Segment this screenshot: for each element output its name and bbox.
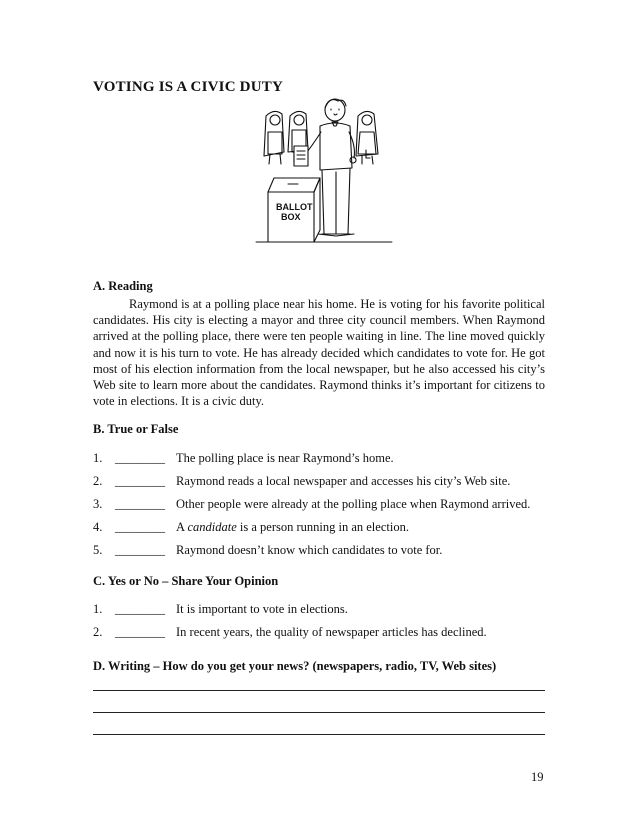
true-false-item	[93, 470, 553, 493]
true-false-list	[93, 447, 553, 562]
writing-line[interactable]	[93, 712, 545, 713]
item-number: 2.	[93, 625, 103, 639]
section-d-heading: D. Writing – How do you get your news? (newspapers, radio, TV, Web sites)	[93, 659, 497, 673]
page-number: 19	[531, 770, 544, 784]
writing-line[interactable]	[93, 734, 545, 735]
item-number: 1.	[93, 451, 103, 465]
item-number: 2.	[93, 474, 103, 488]
item-number: 1.	[93, 602, 103, 616]
true-false-item	[93, 447, 553, 470]
writing-line[interactable]	[93, 690, 545, 691]
true-false-item	[93, 539, 553, 562]
answer-blank[interactable]: ________	[115, 474, 165, 488]
answer-blank[interactable]: ________	[115, 602, 165, 616]
statement-text-before: A	[176, 520, 188, 534]
ballot-box-label: BALLOT	[276, 202, 313, 212]
true-false-item	[93, 516, 553, 539]
opinion-item	[93, 621, 553, 644]
item-number: 5.	[93, 543, 103, 557]
item-number: 4.	[93, 520, 103, 534]
item-statement: Raymond reads a local newspaper and accesses his city’s Web site.	[176, 474, 511, 488]
item-statement: Raymond doesn’t know which candidates to vote for.	[176, 543, 443, 557]
answer-blank[interactable]: ________	[115, 497, 165, 511]
answer-blank[interactable]: ________	[115, 520, 165, 534]
statement-text-after: is a person running in an election.	[236, 520, 409, 534]
section-b-heading: B. True or False	[93, 422, 179, 436]
item-statement: The polling place is near Raymond’s home.	[176, 451, 394, 465]
section-a-heading: A. Reading	[93, 279, 153, 293]
answer-blank[interactable]: ________	[115, 625, 165, 639]
answer-blank[interactable]: ________	[115, 451, 165, 465]
page-title: VOTING IS A CIVIC DUTY	[93, 79, 283, 95]
item-statement	[176, 520, 409, 535]
ballot-box-label-2: BOX	[281, 212, 301, 222]
opinion-list	[93, 598, 553, 644]
opinion-item	[93, 598, 553, 621]
section-c-heading: C. Yes or No – Share Your Opinion	[93, 574, 279, 588]
reading-paragraph: Raymond is at a polling place near his home. He is voting for his favorite political candidates. His city is electing a mayor and three city council members. When Raymond arrived at the polling place, there were ten people waiting in line. The line moved quickly and now it is his turn to vote. He has already decided which candidates to vote for. He got most of his election information from the local newspaper, but he also accessed his city’s Web site to learn more about the candidates. Raymond thinks it’s important for citizens to vote in elections. It is a civic duty.	[93, 297, 545, 409]
item-statement: It is important to vote in elections.	[176, 602, 348, 616]
item-number: 3.	[93, 497, 103, 511]
item-statement: Other people were already at the polling place when Raymond arrived.	[176, 497, 531, 511]
writing-area[interactable]	[93, 690, 545, 756]
item-statement: In recent years, the quality of newspaper articles has declined.	[176, 625, 487, 639]
answer-blank[interactable]: ________	[115, 543, 165, 557]
candidate-term: candidate	[187, 520, 237, 534]
voting-illustration	[254, 92, 394, 252]
true-false-item	[93, 493, 553, 516]
